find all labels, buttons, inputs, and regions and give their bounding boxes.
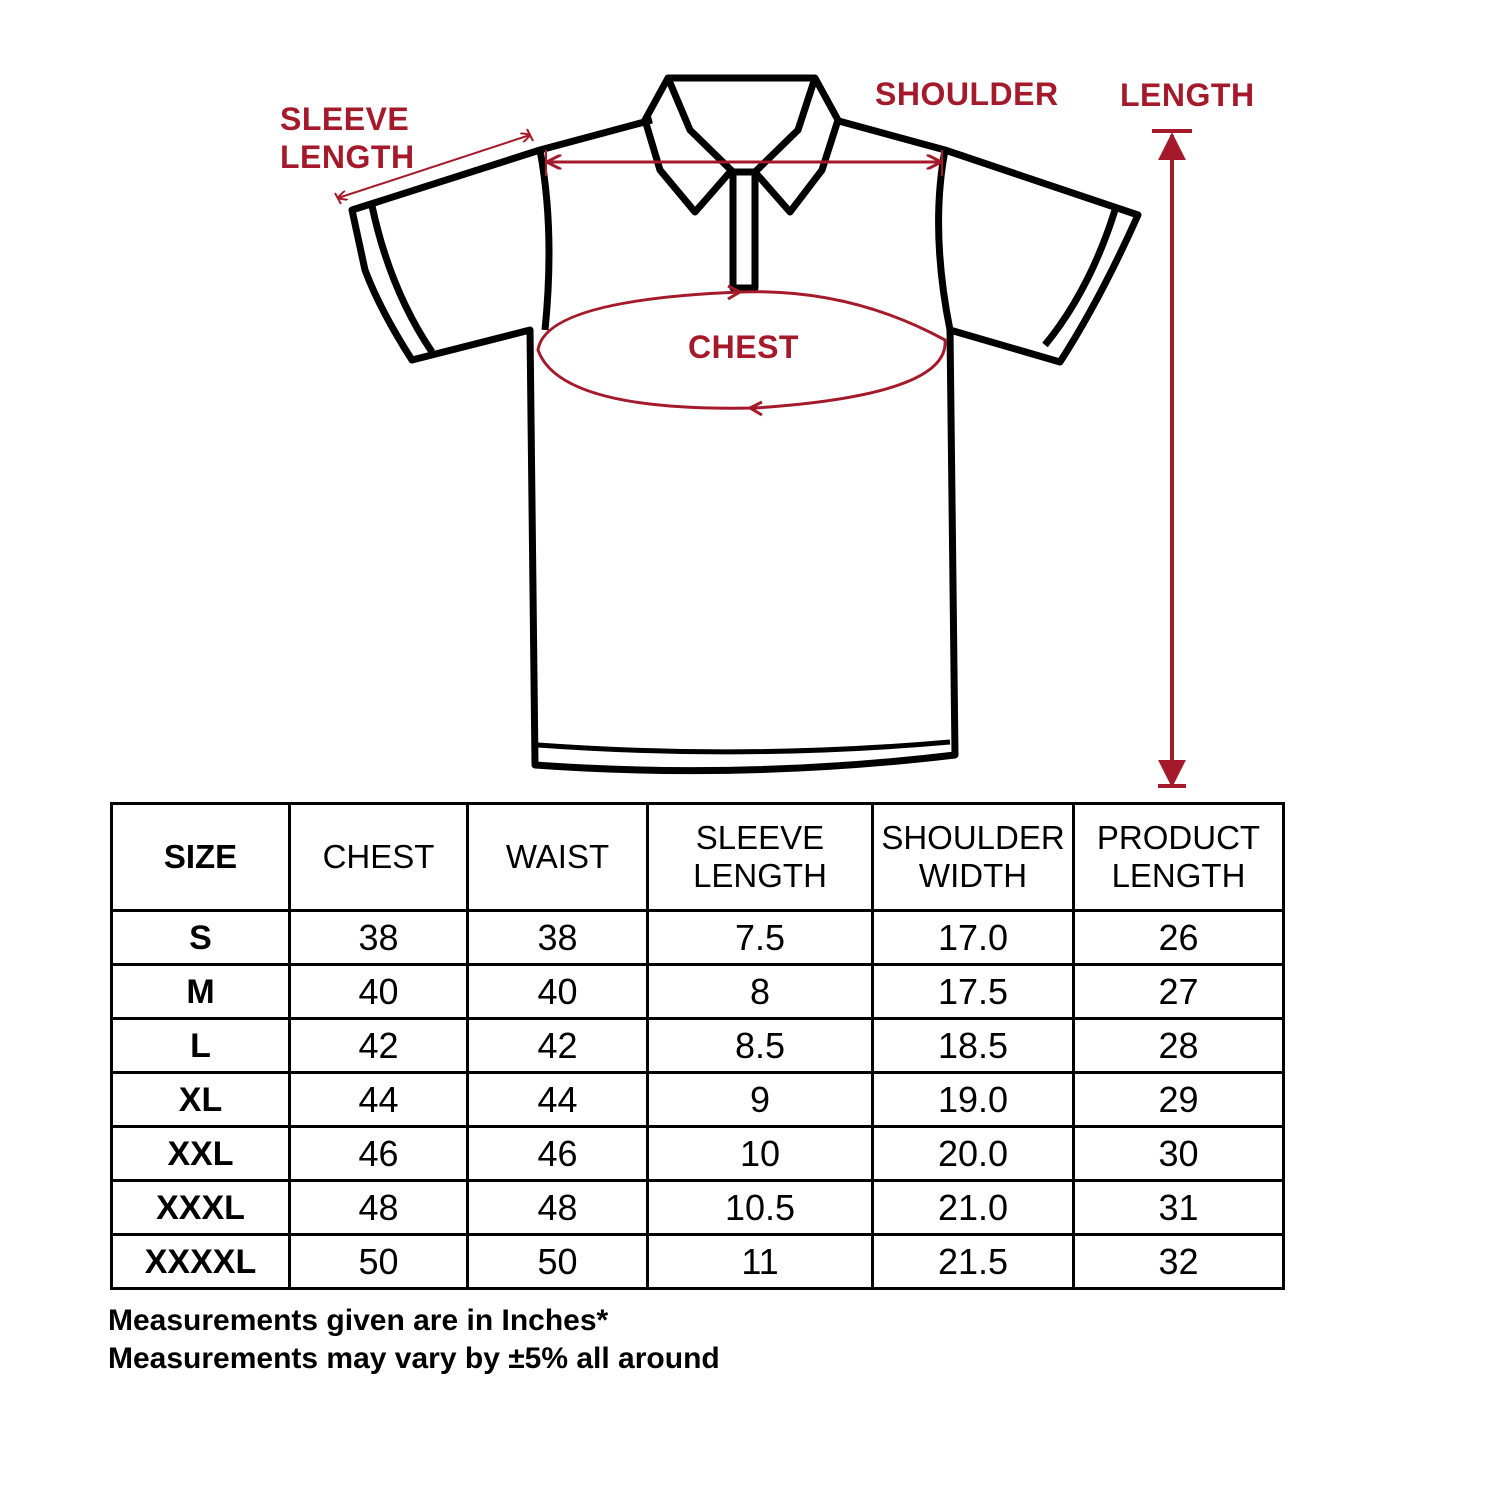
cell-size: XXXL — [112, 1181, 290, 1235]
cell-chest: 50 — [290, 1235, 468, 1289]
sleeve-length-label-line2: LENGTH — [280, 139, 415, 175]
header-size: SIZE — [112, 804, 290, 911]
cell-shoulder-width: 18.5 — [873, 1019, 1074, 1073]
header-sleeve-length: SLEEVE LENGTH — [648, 804, 873, 911]
cell-size: L — [112, 1019, 290, 1073]
right-shoulder-seam — [939, 150, 950, 330]
cell-chest: 42 — [290, 1019, 468, 1073]
cell-product-length: 26 — [1074, 911, 1284, 965]
cell-waist: 48 — [468, 1181, 648, 1235]
cell-shoulder-width: 20.0 — [873, 1127, 1074, 1181]
cell-size: M — [112, 965, 290, 1019]
cell-shoulder-width: 21.0 — [873, 1181, 1074, 1235]
measurement-lines — [335, 129, 1192, 786]
cell-chest: 46 — [290, 1127, 468, 1181]
cell-size: XL — [112, 1073, 290, 1127]
measurement-note-units: Measurements given are in Inches* — [108, 1304, 609, 1337]
collar-inner — [668, 78, 815, 172]
cell-shoulder-width: 19.0 — [873, 1073, 1074, 1127]
cell-sleeve-length: 8 — [648, 965, 873, 1019]
cell-product-length: 28 — [1074, 1019, 1284, 1073]
cell-shoulder-width: 17.0 — [873, 911, 1074, 965]
cell-chest: 38 — [290, 911, 468, 965]
size-chart-table — [110, 802, 1285, 1290]
cell-sleeve-length: 10 — [648, 1127, 873, 1181]
table-row — [112, 965, 1284, 1019]
header-shoulder-width: SHOULDER WIDTH — [873, 804, 1074, 911]
table-row — [112, 1127, 1284, 1181]
cell-chest: 40 — [290, 965, 468, 1019]
header-waist: WAIST — [468, 804, 648, 911]
measurement-note-variance: Measurements may vary by ±5% all around — [108, 1342, 720, 1375]
cell-waist: 40 — [468, 965, 648, 1019]
table-header-row — [112, 804, 1284, 911]
cell-waist: 50 — [468, 1235, 648, 1289]
cell-shoulder-width: 17.5 — [873, 965, 1074, 1019]
shoulder-label: SHOULDER — [875, 76, 1059, 112]
cell-shoulder-width: 21.5 — [873, 1235, 1074, 1289]
shirt-body-outline — [352, 120, 1138, 771]
cell-waist: 42 — [468, 1019, 648, 1073]
cell-size: XXXXL — [112, 1235, 290, 1289]
table-row — [112, 911, 1284, 965]
cell-chest: 44 — [290, 1073, 468, 1127]
cell-product-length: 29 — [1074, 1073, 1284, 1127]
left-sleeve-cuff — [372, 206, 432, 352]
cell-chest: 48 — [290, 1181, 468, 1235]
table-row — [112, 1235, 1284, 1289]
length-label: LENGTH — [1120, 77, 1255, 113]
table-row — [112, 1019, 1284, 1073]
chest-label: CHEST — [688, 329, 799, 365]
cell-sleeve-length: 8.5 — [648, 1019, 873, 1073]
cell-waist: 38 — [468, 911, 648, 965]
cell-product-length: 31 — [1074, 1181, 1284, 1235]
header-product-length: PRODUCT LENGTH — [1074, 804, 1284, 911]
cell-size: XXL — [112, 1127, 290, 1181]
hem-band — [538, 742, 950, 752]
cell-sleeve-length: 9 — [648, 1073, 873, 1127]
cell-size: S — [112, 911, 290, 965]
table-row — [112, 1073, 1284, 1127]
cell-product-length: 32 — [1074, 1235, 1284, 1289]
sleeve-length-label-line1: SLEEVE — [280, 101, 410, 137]
left-shoulder-seam — [540, 150, 549, 330]
cell-product-length: 27 — [1074, 965, 1284, 1019]
cell-sleeve-length: 10.5 — [648, 1181, 873, 1235]
cell-waist: 44 — [468, 1073, 648, 1127]
cell-sleeve-length: 11 — [648, 1235, 873, 1289]
table-row — [112, 1181, 1284, 1235]
cell-waist: 46 — [468, 1127, 648, 1181]
polo-shirt-outline — [352, 78, 1138, 771]
cell-product-length: 30 — [1074, 1127, 1284, 1181]
header-chest: CHEST — [290, 804, 468, 911]
placket — [733, 172, 755, 288]
cell-sleeve-length: 7.5 — [648, 911, 873, 965]
